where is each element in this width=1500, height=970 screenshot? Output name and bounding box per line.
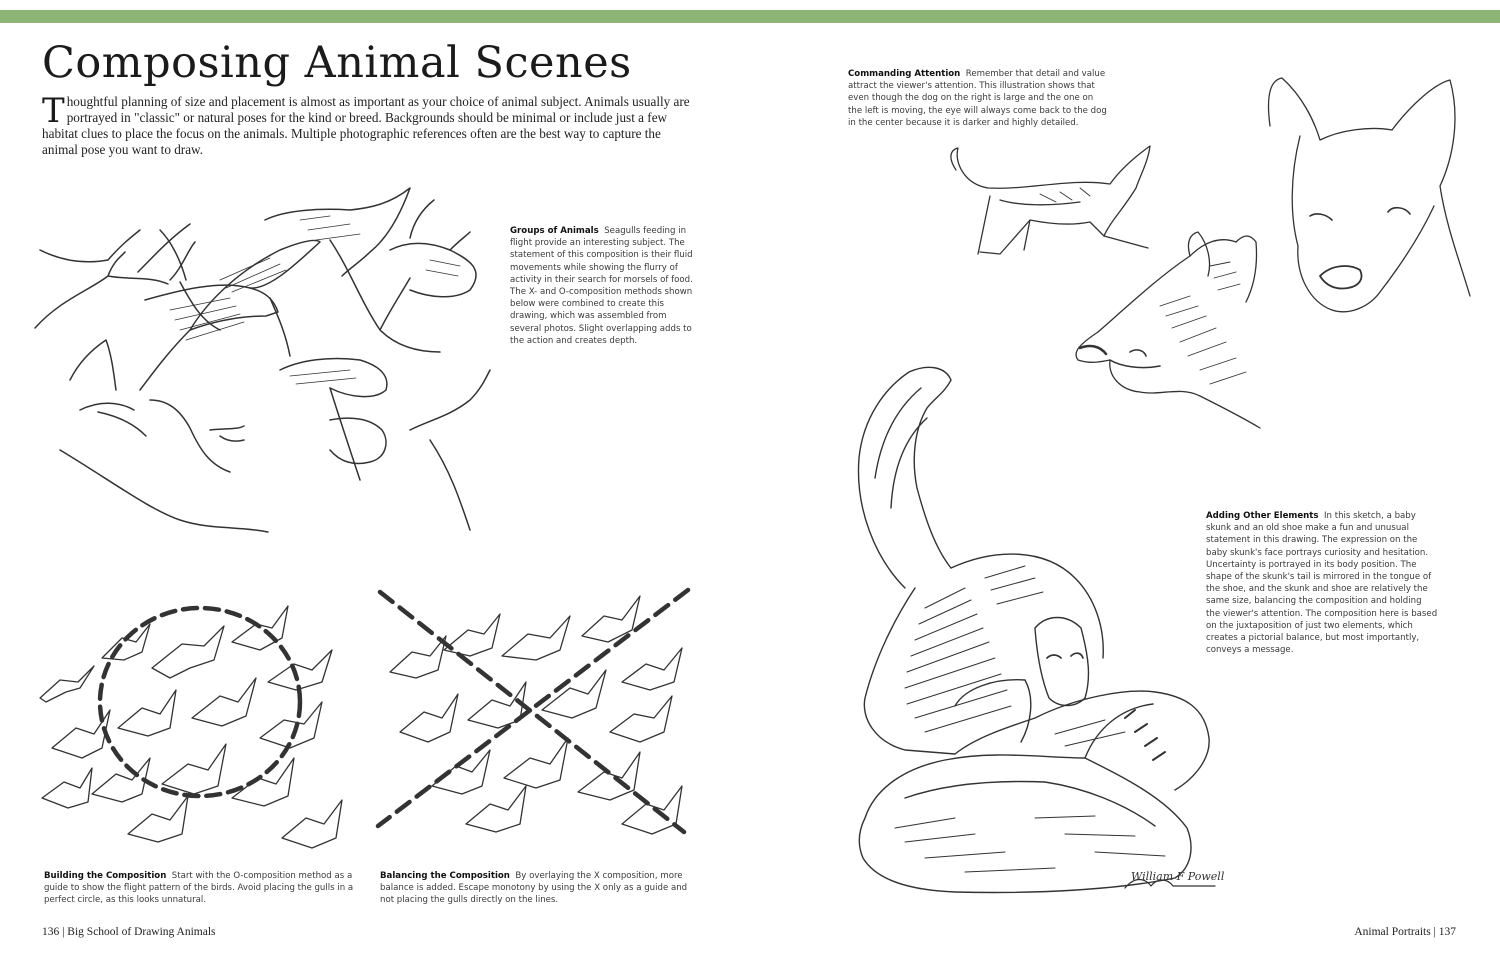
caption-building-the-composition <box>44 870 364 907</box>
caption-heading: Building the Composition <box>44 871 167 881</box>
caption-adding-other-elements <box>1206 510 1438 656</box>
footer-left-folio: 136 | Big School of Drawing Animals <box>42 926 216 938</box>
caption-heading: Groups of Animals <box>510 226 599 236</box>
caption-heading: Balancing the Composition <box>380 871 510 881</box>
caption-heading: Adding Other Elements <box>1206 511 1319 521</box>
caption-body: Seagulls feeding in flight provide an interesting subject. The statement of this composition is their fluid movements while showing the flurry of activity in their search for morsels of food. The X- and O-composition methods shown below were combined to create this drawing, which was assembled from several photos. Slight overlapping adds to the action and creates depth. <box>510 226 693 346</box>
caption-body: Remember that detail and value attract the viewer's attention. This illustration shows that even though the dog on the right is large and the one on the left is moving, the eye will always come back to the dog in the center because it is darker and highly detailed. <box>848 69 1107 128</box>
intro-text: houghtful planning of size and placement is almost as important as your choice of animal subject. Animals usually are portrayed in "classic" or natural poses for the kind or breed. Backgrounds should be minimal or include just a few habitat clues to place the focus on the animals. Multiple photographic references often are the best way to capture the animal pose you want to draw. <box>42 94 690 157</box>
caption-body: By overlaying the X composition, more balance is added. Escape monotony by using the X only as a guide and not placing the gulls directly on the lines. <box>380 871 688 906</box>
x-composition-diagram <box>372 586 697 838</box>
caption-body: In this sketch, a baby skunk and an old shoe make a fun and unusual statement in this drawing. The expression on the baby skunk's face portrays curiosity and hesitation. Uncertainty is portrayed in its body position. The shape of the skunk's tail is mirrored in the tongue of the shoe, and the skunk and shoe are relatively the same size, balancing the composition and holding the viewer's attention. The composition here is based on the juxtaposition of just two elements, which creates a pictorial balance, but most importantly, conveys a message. <box>1206 511 1438 656</box>
intro-paragraph <box>42 91 694 158</box>
page-title: Composing Animal Scenes <box>42 38 632 88</box>
seagull-flock-illustration <box>30 180 500 550</box>
caption-body: Start with the O-composition method as a guide to show the flight pattern of the birds. Avoid placing the gulls in a perfect circle, as this looks unnatural. <box>44 871 354 906</box>
header-accent-bar <box>0 10 1500 23</box>
o-composition-diagram <box>32 598 367 866</box>
caption-heading: Commanding Attention <box>848 69 961 79</box>
intro-dropcap: T <box>42 91 65 131</box>
artist-signature: William F Powell <box>1131 870 1225 883</box>
skunk-and-shoe-illustration <box>835 358 1235 906</box>
caption-commanding-attention <box>848 68 1108 129</box>
caption-groups-of-animals <box>510 225 700 347</box>
caption-balancing-the-composition <box>380 870 698 907</box>
footer-right-folio: Animal Portraits | 137 <box>1354 926 1456 938</box>
